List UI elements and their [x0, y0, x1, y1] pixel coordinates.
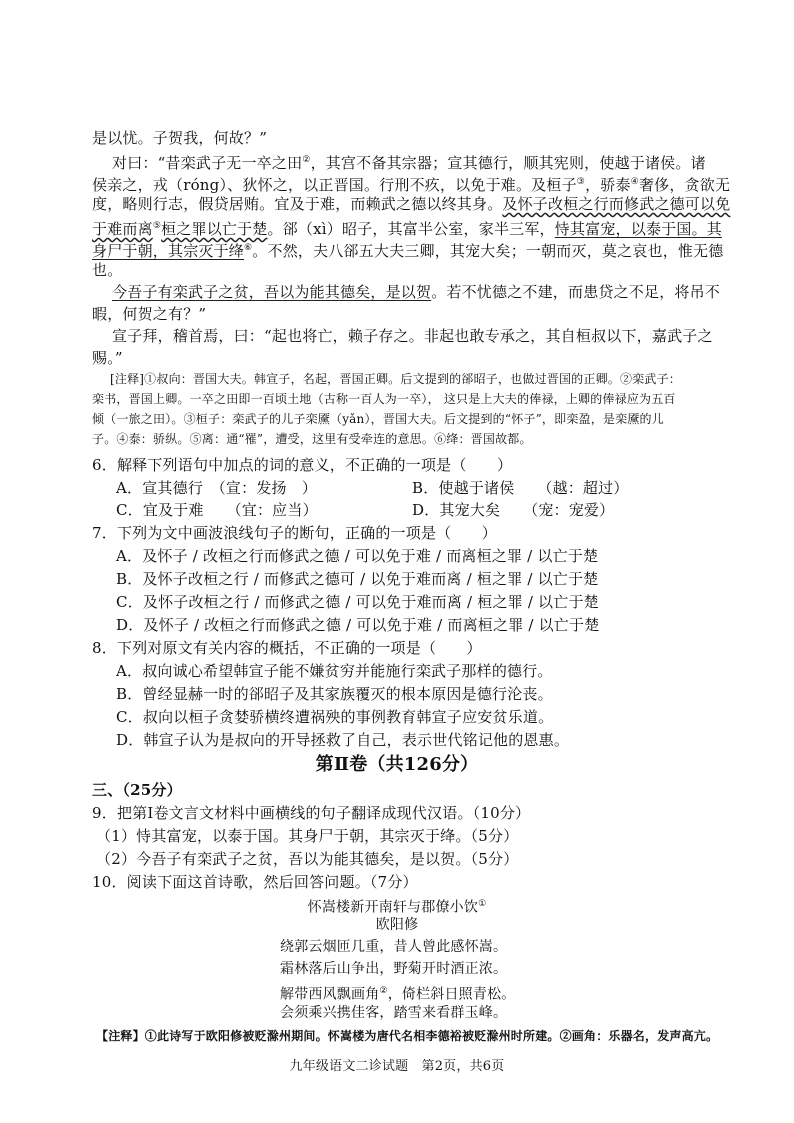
text: 对曰：“昔栾武子无一卒之田 — [112, 154, 303, 172]
poem-line-3 — [280, 982, 516, 1004]
note-mark: ② — [379, 986, 388, 996]
q6-option-d: D．其宠大矣 （宠：宠爱） — [412, 501, 615, 519]
xuanzi-line-2: 赐。” — [92, 349, 123, 367]
note-mark: ③ — [576, 177, 586, 187]
duiyue-line-3 — [92, 194, 730, 214]
para-intro: 是以忧。子贺我，何故？” — [92, 129, 268, 147]
q6-stem: 6．解释下列语句中加点的词的意义，不正确的一项是（ ） — [92, 456, 513, 474]
notes-line-2: 栾书，晋国上卿。一卒之田即一百顷土地（古称一百人为一卒）， 这只是上大夫的俸禄，上卿的俸禄应为五百 — [92, 392, 676, 406]
q9-sub-1: （1）恃其富宠，以泰于国。其身尸于朝，其宗灭于绛。（5分） — [96, 827, 519, 845]
part-3-heading: 三、（25分） — [92, 781, 182, 799]
wavy-sentence: 桓之罪以亡于楚 — [161, 220, 268, 238]
text: 。郤（xì）昭子，其富半公室，家半三军， — [267, 220, 555, 238]
notes-line-4: 子。④泰：骄纵。⑤离：通“罹”，遭受，这里有受牵连的意思。⑥绛：晋国故都。 — [92, 432, 532, 446]
q7-stem: 7．下列为文中画波浪线句子的断句，正确的一项是（ ） — [92, 524, 497, 542]
q9-sub-2: （2）今吾子有栾武子之贫，吾以为能其德矣，是以贺。（5分） — [96, 850, 519, 868]
text: 解带西风飘画角 — [280, 986, 380, 1003]
note-mark: ④ — [630, 177, 639, 187]
q6-option-b: B．使越于诸侯 （越：超过） — [412, 479, 629, 497]
duiyue-line-6: 也。 — [92, 261, 123, 279]
text: 。不然，夫八郤五大夫三卿，其宠大矣；一朝而灭，莫之哀也，惟无德 — [252, 242, 724, 260]
underlined-sentence: 恃其富宠，以泰于国。其 — [554, 220, 722, 238]
note-mark: ⑤ — [152, 221, 162, 231]
poem-author: 欧阳修 — [375, 917, 419, 933]
q10-stem: 10．阅读下面这首诗歌，然后回答问题。（7分） — [92, 873, 418, 891]
q6-option-a: A．宣其德行 （宣：发扬 ） — [116, 479, 318, 497]
q8-option-c: C．叔向以桓子贪婪骄横终遭祸殃的事例教育韩宣子应安贫乐道。 — [116, 708, 554, 726]
section-2-title: 第Ⅱ卷（共126分） — [315, 754, 479, 775]
jin-line-1 — [112, 282, 720, 302]
q6-option-c: C．宜及于难 （宜：应当） — [116, 501, 318, 519]
q8-option-d: D．韩宣子认为是叔向的开导拯救了自己，表示世代铭记他的恩惠。 — [116, 731, 570, 749]
text: 怀嵩楼新开南轩与郡僚小饮 — [307, 899, 479, 916]
poem-line-2: 霜林落后山争出，野菊开时酒正浓。 — [280, 961, 508, 977]
text: 。若不忧德之不建，而患贷之不足，将吊不 — [431, 283, 721, 301]
note-mark: ① — [478, 899, 487, 909]
note-mark: ② — [302, 155, 311, 165]
poem-line-4: 会须乘兴携佳客，踏雪来看群玉峰。 — [280, 1005, 508, 1021]
duiyue-line-1 — [112, 150, 706, 173]
q8-stem: 8．下列对原文有关内容的概括，不正确的一项是（ ） — [92, 639, 482, 657]
text: 侯亲之，戎（róng）、狄怀之，以正晋国。行刑不疚，以免于难。及桓子 — [92, 176, 577, 194]
duiyue-line-2 — [92, 172, 730, 195]
notes-line-3: 倾（一旅之田）。③桓子：栾武子的儿子栾黡（yǎn），晋国大夫。后文提到的“怀子”，即栾盈，是栾黡的儿 — [92, 412, 664, 426]
poem-title — [0, 895, 794, 917]
underlined-sentence: 今吾子有栾武子之贫，吾以为能其德矣，是以贺 — [112, 283, 432, 301]
poem-line-1: 绕郭云烟匝几重，昔人曾此感怀嵩。 — [280, 939, 508, 955]
wavy-sentence: 于难而离 — [92, 220, 153, 238]
q7-option-b: B．及怀子改桓之行 / 而修武之德可 / 以免于难而离 / 桓之罪 / 以亡于楚 — [116, 570, 599, 588]
notes-line-1: [注释]①叔向：晋国大夫。韩宣子，名起，晋国正卿。后文提到的郤昭子，也做过晋国的正卿。②栾武子： — [110, 372, 681, 386]
duiyue-line-4 — [92, 216, 722, 239]
text: ，倚栏斜日照青松。 — [387, 986, 516, 1003]
text: 度，略则行志，假贷居贿。宜及于难，而赖武之德以终其身。 — [92, 195, 503, 213]
q7-option-a: A．及怀子 / 改桓之行而修武之德 / 可以免于难 / 而离桓之罪 / 以亡于楚 — [116, 547, 599, 565]
q7-option-c: C．及怀子改桓之行 / 而修武之德 / 可以免于难而离 / 桓之罪 / 以亡于楚 — [116, 593, 599, 611]
duiyue-line-5 — [92, 238, 724, 261]
note-mark: ⑥ — [244, 243, 253, 253]
text: ，骄泰 — [585, 176, 631, 194]
q8-option-a: A．叔向诚心希望韩宣子能不嫌贫穷并能施行栾武子那样的德行。 — [116, 662, 553, 680]
q8-option-b: B．曾经显赫一时的郤昭子及其家族覆灭的根本原因是德行沦丧。 — [116, 685, 553, 703]
jin-line-2: 暇，何贺之有？” — [92, 305, 207, 323]
wavy-sentence: 及怀子改桓之行而修武之德可以免 — [502, 195, 731, 213]
page-footer: 九年级语文二诊试题 第2页，共6页 — [289, 1059, 505, 1074]
xuanzi-line-1: 宣子拜，稽首焉，曰：“起也将亡，赖子存之。非起也敢专承之，其自桓叔以下，嘉武子之 — [112, 327, 713, 345]
text: 奢侈，贪欲无 — [638, 176, 731, 194]
text: ，其宫不备其宗器；宣其德行，顺其宪则，使越于诸侯。诸 — [310, 154, 706, 172]
poem-note: 【注释】①此诗写于欧阳修被贬滁州期间。怀嵩楼为唐代名相李德裕被贬滁州时所建。②画角：乐器名，发声高亢。 — [96, 1029, 719, 1043]
q9-stem: 9．把第Ⅰ卷文言文材料中画横线的句子翻译成现代汉语。（10分） — [92, 804, 531, 822]
underlined-sentence: 身尸于朝，其宗灭于绛 — [92, 242, 245, 260]
q7-option-d: D．及怀子 / 改桓之行而修武之德 / 可以免于难 / 而离桓之罪 / 以亡于楚 — [116, 616, 600, 634]
